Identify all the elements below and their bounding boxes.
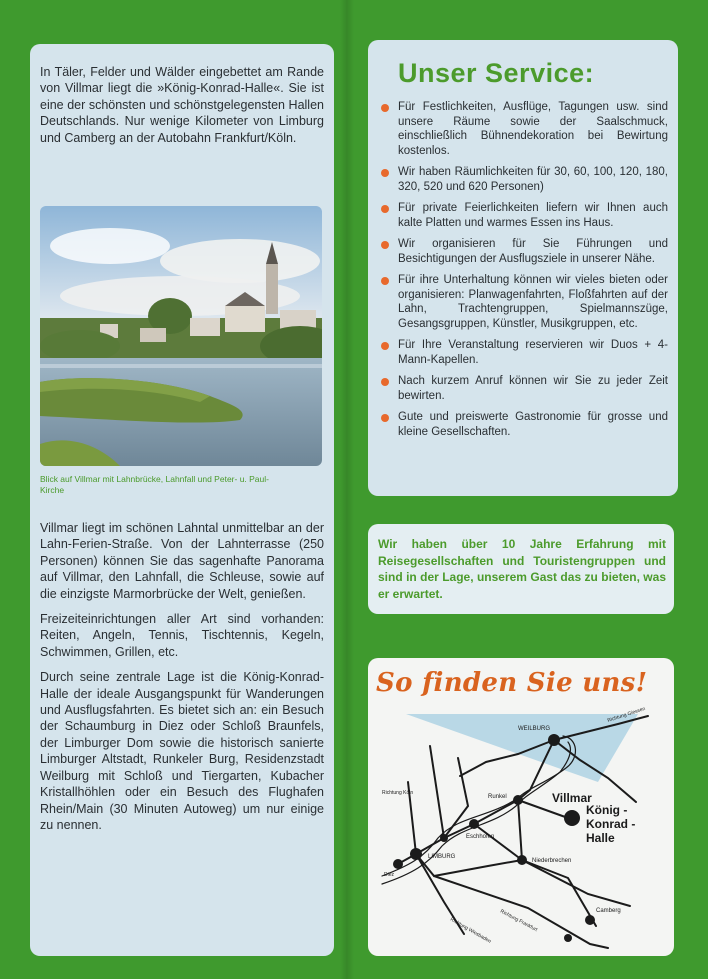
body-paragraph-2: Freizeiteinrichtungen aller Art sind vorhanden: Reiten, Angeln, Tennis, Tischtennis, Kegeln, Schwimmen, Grillen, etc. [40, 612, 324, 659]
map-title: So finden Sie uns! [376, 668, 648, 698]
route-map [368, 698, 674, 956]
service-item: Für Ihre Veranstaltung reservieren wir Duos + 4-Mann-Kapellen. [380, 338, 668, 367]
service-panel [368, 40, 678, 496]
label-camberg: Camberg [596, 908, 621, 914]
experience-text: Wir haben über 10 Jahre Erfahrung mit Reisegesellschaften und Touristengruppen und sind in der Lage, unserem Gast das zu bieten, was er erwartet. [378, 537, 666, 601]
label-villmar: Villmar [552, 791, 592, 805]
label-niederbrechen: Niederbrechen [532, 858, 572, 864]
experience-panel [368, 524, 674, 614]
label-limburg: LIMBURG [428, 854, 456, 860]
service-title: Unser Service: [398, 58, 595, 88]
service-item: Für private Feierlichkeiten liefern wir Ihnen auch kalte Platten und warmes Essen ins Haus. [380, 201, 668, 230]
bullet-icon [381, 169, 389, 177]
bullet-icon [381, 414, 389, 422]
label-koeln: Richtung Köln [382, 790, 414, 796]
body-text [40, 520, 324, 842]
label-halle-2: Konrad - [586, 817, 636, 831]
bullet-icon [381, 378, 389, 386]
photo-caption: Blick auf Villmar mit Lahnbrücke, Lahnfall und Peter- u. Paul-Kirche [40, 474, 269, 495]
service-item: Gute und preiswerte Gastronomie für grosse und kleine Gesellschaften. [380, 410, 668, 439]
label-giessen: Richtung Giessen [606, 705, 647, 724]
body-paragraph-1: Villmar liegt im schönen Lahntal unmittelbar an der Lahn-Ferien-Straße. Von der Lahnterrasse (250 Personen) können Sie das sagenhafte Panorama auf Villmar, den Lahnfall, die Schleuse, sowie auf die einzigste Marmorbrücke der Welt, genießen. [40, 521, 324, 601]
service-item: Für Festlichkeiten, Ausflüge, Tagungen usw. sind unsere Räume sowie der Saalschmuck, einschließlich Bühnendekoration bei Bewirtung kostenlos. [380, 100, 668, 158]
label-frankfurt: Richtung Frankfurt [499, 908, 539, 934]
label-halle-1: König - [586, 803, 628, 817]
service-item: Für ihre Unterhaltung können wir vieles bieten oder organisieren: Planwagenfahrten, Floßfahrten auf der Lahn, Trachtengruppen, Spielmannszüge, Gesangsgruppen, Künstler, Musikgruppen, etc. [380, 273, 668, 331]
service-item: Wir haben Räumlichkeiten für 30, 60, 100, 120, 180, 320, 520 und 620 Personen) [380, 165, 668, 194]
label-wiesbaden: Richtung Wiesbaden [449, 916, 492, 945]
service-item: Wir organisieren für Sie Führungen und Besichtigungen der Ausflugsziele in unserer Nähe. [380, 237, 668, 266]
body-paragraph-3: Durch seine zentrale Lage ist die König-Konrad-Halle der ideale Ausgangspunkt für Wanderungen und Ausflugsfahrten. Es bietet sich an: ein Besuch der Schaumburg in Diez oder Schloß Braunfels, der Limburger Dom sowie die historisch sanierte Limburger Altstadt, Runkeler Burg, Residenzstadt Weilburg mit Schloß und Tiergarten, Kubacher Kristallhöhlen oder ein Besuch des Flughafen Rhein/Main (30 Minuten Autoweg) um nur einige zu nennen. [40, 670, 324, 832]
label-halle-3: Halle [586, 831, 615, 845]
map-region [406, 714, 638, 782]
left-panel [30, 44, 334, 956]
bullet-icon [381, 205, 389, 213]
label-eschhofen: Eschhofen [466, 834, 495, 840]
bullet-icon [381, 342, 389, 350]
directions-panel [368, 658, 674, 956]
label-weilburg: WEILBURG [518, 726, 551, 732]
label-diez: Diez [384, 872, 395, 878]
service-list [380, 100, 668, 446]
bullet-icon [381, 277, 389, 285]
bullet-icon [381, 241, 389, 249]
intro-text: In Täler, Felder und Wälder eingebettet am Rande von Villmar liegt die »König-Konrad-Halle«. Sie ist eine der schönsten und schönstgelegensten Hallen Deutschlands. Nur wenige Kilometer von Limburg und Camberg an der Autobahn Frankfurt/Köln. [40, 65, 324, 145]
villmar-photo [40, 206, 322, 466]
bullet-icon [381, 104, 389, 112]
service-item: Nach kurzem Anruf können wir Sie zu jeder Zeit bewirten. [380, 374, 668, 403]
label-runkel: Runkel [488, 794, 507, 800]
page-fold [340, 0, 354, 979]
